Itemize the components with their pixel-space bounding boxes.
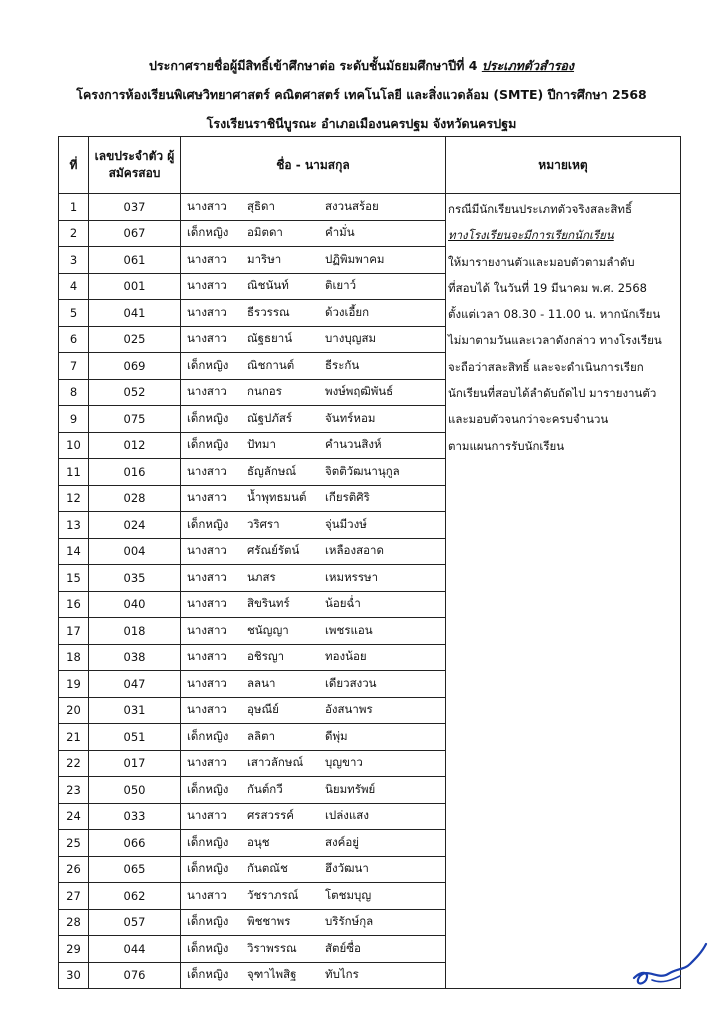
applicant-code: 041 xyxy=(89,300,181,327)
last-name: สงค์อยู่ xyxy=(325,834,359,849)
last-name: เหลืองสอาด xyxy=(325,543,384,558)
name-title: นางสาว xyxy=(187,808,227,823)
table-row xyxy=(59,671,681,698)
last-name: เกียรติศิริ xyxy=(325,490,370,505)
name-title: เด็กหญิง xyxy=(187,225,229,240)
row-number: 17 xyxy=(59,618,89,645)
table-row xyxy=(59,459,681,486)
applicant-name xyxy=(181,750,446,777)
col-header-remark: หมายเหตุ xyxy=(446,137,681,194)
applicant-name xyxy=(181,512,446,539)
remark-line: ไม่มาตามวันและเวลาดังกล่าว ทางโรงเรียน xyxy=(448,333,662,348)
applicant-name xyxy=(181,194,446,221)
row-number: 23 xyxy=(59,777,89,804)
first-name: สิขรินทร์ xyxy=(247,596,290,611)
row-number: 12 xyxy=(59,485,89,512)
first-name: จุฑาไพสิฐ xyxy=(247,967,297,982)
applicant-code: 061 xyxy=(89,247,181,274)
last-name: เดียวสงวน xyxy=(325,675,377,690)
applicant-code: 066 xyxy=(89,830,181,857)
applicant-name xyxy=(181,803,446,830)
remark-text xyxy=(446,196,680,459)
applicant-code: 004 xyxy=(89,538,181,565)
row-number: 13 xyxy=(59,512,89,539)
name-title: นางสาว xyxy=(187,569,227,584)
last-name: จันทร์หอม xyxy=(325,410,376,425)
applicant-code: 016 xyxy=(89,459,181,486)
applicant-name xyxy=(181,565,446,592)
applicant-name xyxy=(181,538,446,565)
name-title: นางสาว xyxy=(187,463,227,478)
col-header-no: ที่ xyxy=(59,137,89,194)
first-name: ณัฐปภัสร์ xyxy=(247,410,293,425)
applicant-name xyxy=(181,485,446,512)
name-title: เด็กหญิง xyxy=(187,861,229,876)
last-name: บริรักษ์กุล xyxy=(325,914,374,929)
remark-line: และมอบตัวจนกว่าจะครบจำนวน xyxy=(448,412,609,427)
table-row xyxy=(59,883,681,910)
remark-line: ตั้งแต่เวลา 08.30 - 11.00 น. หากนักเรียน xyxy=(448,307,661,322)
table-row xyxy=(59,962,681,989)
first-name: ธัญลักษณ์ xyxy=(247,463,297,478)
last-name: สงวนสร้อย xyxy=(325,198,379,213)
first-name: วริศรา xyxy=(247,516,280,531)
name-title: เด็กหญิง xyxy=(187,357,229,372)
name-title: เด็กหญิง xyxy=(187,914,229,929)
row-number: 18 xyxy=(59,644,89,671)
row-number: 29 xyxy=(59,936,89,963)
table-row xyxy=(59,856,681,883)
row-number: 3 xyxy=(59,247,89,274)
table-row xyxy=(59,750,681,777)
remark-cell xyxy=(446,591,681,618)
row-number: 21 xyxy=(59,724,89,751)
name-title: นางสาว xyxy=(187,198,227,213)
row-number: 7 xyxy=(59,353,89,380)
applicant-code: 076 xyxy=(89,962,181,989)
applicant-code: 031 xyxy=(89,697,181,724)
row-number: 25 xyxy=(59,830,89,857)
last-name: พงษ์พฤฒิพันธ์ xyxy=(325,384,394,399)
last-name: ปฏิพิมพาคม xyxy=(325,251,385,266)
remark-cell xyxy=(446,538,681,565)
row-number: 6 xyxy=(59,326,89,353)
remark-line: ทางโรงเรียนจะมีการเรียกนักเรียน xyxy=(448,228,614,243)
remark-line: ตามแผนการรับนักเรียน xyxy=(448,438,565,453)
row-number: 30 xyxy=(59,962,89,989)
last-name: เพชรแอน xyxy=(325,622,373,637)
name-title: เด็กหญิง xyxy=(187,834,229,849)
applicant-code: 047 xyxy=(89,671,181,698)
row-number: 20 xyxy=(59,697,89,724)
first-name: อนุช xyxy=(247,834,270,849)
name-title: นางสาว xyxy=(187,331,227,346)
remark-cell xyxy=(446,644,681,671)
applicant-name xyxy=(181,432,446,459)
applicant-code: 051 xyxy=(89,724,181,751)
applicant-name xyxy=(181,459,446,486)
applicant-name xyxy=(181,247,446,274)
remark-cell xyxy=(446,565,681,592)
applicant-code: 025 xyxy=(89,326,181,353)
applicant-name xyxy=(181,326,446,353)
last-name: เหมหรรษา xyxy=(325,569,379,584)
applicant-name xyxy=(181,618,446,645)
name-title: เด็กหญิง xyxy=(187,940,229,955)
col-header-code: เลขประจำตัว ผู้สมัครสอบ xyxy=(89,137,181,194)
remark-cell xyxy=(446,724,681,751)
last-name: คำนวนสิงห์ xyxy=(325,437,382,452)
remark-cell xyxy=(446,803,681,830)
name-title: นางสาว xyxy=(187,278,227,293)
last-name: ติเยาว์ xyxy=(325,278,357,293)
last-name: ทับไกร xyxy=(325,967,359,982)
row-number: 10 xyxy=(59,432,89,459)
last-name: บุญขาว xyxy=(325,755,363,770)
first-name: นภสร xyxy=(247,569,276,584)
name-title: นางสาว xyxy=(187,490,227,505)
heading-line-3: โรงเรียนราชินีบูรณะ อำเภอเมืองนครปฐม จังหวัดนครปฐม xyxy=(206,116,517,131)
heading-line-1 xyxy=(0,58,723,74)
table-row xyxy=(59,512,681,539)
applicant-name xyxy=(181,591,446,618)
remark-cell xyxy=(446,485,681,512)
applicant-name xyxy=(181,909,446,936)
applicant-name xyxy=(181,830,446,857)
applicant-code: 065 xyxy=(89,856,181,883)
row-number: 5 xyxy=(59,300,89,327)
name-title: นางสาว xyxy=(187,649,227,664)
name-title: เด็กหญิง xyxy=(187,781,229,796)
first-name: กันตณัช xyxy=(247,861,288,876)
applicant-code: 028 xyxy=(89,485,181,512)
first-name: ธีรวรรณ xyxy=(247,304,290,319)
first-name: ปัทมา xyxy=(247,437,276,452)
row-number: 15 xyxy=(59,565,89,592)
first-name: อมิตดา xyxy=(247,225,283,240)
applicant-name xyxy=(181,962,446,989)
signature-mark xyxy=(628,940,708,990)
first-name: พิชชาพร xyxy=(247,914,291,929)
last-name: อังสนาพร xyxy=(325,702,373,717)
remark-line: นักเรียนที่สอบได้ลำดับถัดไป มารายงานตัว xyxy=(448,386,657,401)
table-row xyxy=(59,538,681,565)
applicant-code: 035 xyxy=(89,565,181,592)
last-name: ดีพุ่ม xyxy=(325,728,348,743)
first-name: ณิชกานต์ xyxy=(247,357,295,372)
row-number: 16 xyxy=(59,591,89,618)
first-name: ลลนา xyxy=(247,675,276,690)
table-row xyxy=(59,618,681,645)
first-name: เสาวลักษณ์ xyxy=(247,755,304,770)
row-number: 4 xyxy=(59,273,89,300)
first-name: อชิรญา xyxy=(247,649,285,664)
applicant-name xyxy=(181,353,446,380)
heading-line-2: โครงการห้องเรียนพิเศษวิทยาศาสตร์ คณิตศาสตร์ เทคโนโลยี และสิ่งแวดล้อม (SMTE) ปีการศึกษา 2568 xyxy=(76,87,647,102)
row-number: 22 xyxy=(59,750,89,777)
first-name: สุธิดา xyxy=(247,198,275,213)
table-row xyxy=(59,803,681,830)
remark-cell xyxy=(446,459,681,486)
applicant-code: 038 xyxy=(89,644,181,671)
name-title: นางสาว xyxy=(187,622,227,637)
first-name: ลลิตา xyxy=(247,728,276,743)
remark-cell xyxy=(446,856,681,883)
last-name: ฮึงวัฒนา xyxy=(325,861,369,876)
heading-line-1-text: ประกาศรายชื่อผู้มีสิทธิ์เข้าศึกษาต่อ ระดับชั้นมัธยมศึกษาปีที่ 4 xyxy=(148,58,482,73)
table-row xyxy=(59,724,681,751)
applicant-name xyxy=(181,644,446,671)
applicant-name xyxy=(181,697,446,724)
applicant-code: 067 xyxy=(89,220,181,247)
name-title: เด็กหญิง xyxy=(187,516,229,531)
first-name: วิราพรรณ xyxy=(247,940,297,955)
row-number: 28 xyxy=(59,909,89,936)
applicant-name xyxy=(181,273,446,300)
name-title: เด็กหญิง xyxy=(187,967,229,982)
last-name: นิยมทรัพย์ xyxy=(325,781,376,796)
first-name: อุษณีย์ xyxy=(247,702,279,717)
row-number: 9 xyxy=(59,406,89,433)
remark-line: จะถือว่าสละสิทธิ์ และจะดำเนินการเรียก xyxy=(448,359,644,374)
first-name: ศรัณย์รัตน์ xyxy=(247,543,300,558)
name-title: นางสาว xyxy=(187,384,227,399)
applicant-code: 050 xyxy=(89,777,181,804)
remark-line: ที่สอบได้ ในวันที่ 19 มีนาคม พ.ศ. 2568 xyxy=(448,280,647,295)
remark-cell xyxy=(446,777,681,804)
table-row xyxy=(59,565,681,592)
last-name: คำมั่น xyxy=(325,225,355,240)
remark-cell xyxy=(446,512,681,539)
applicant-name xyxy=(181,777,446,804)
applicant-name xyxy=(181,856,446,883)
first-name: ณัฐธยาน์ xyxy=(247,331,293,346)
last-name: โตชมบุญ xyxy=(325,887,372,902)
table-row xyxy=(59,777,681,804)
row-number: 26 xyxy=(59,856,89,883)
name-title: นางสาว xyxy=(187,543,227,558)
last-name: จุ่นมีวงษ์ xyxy=(325,516,367,531)
remark-cell xyxy=(446,830,681,857)
table-row xyxy=(59,591,681,618)
row-number: 27 xyxy=(59,883,89,910)
applicant-code: 024 xyxy=(89,512,181,539)
applicant-name xyxy=(181,379,446,406)
last-name: ด้วงเอี้ยก xyxy=(325,304,370,319)
table-row xyxy=(59,644,681,671)
table-row xyxy=(59,909,681,936)
name-title: นางสาว xyxy=(187,887,227,902)
applicant-name xyxy=(181,300,446,327)
applicant-code: 017 xyxy=(89,750,181,777)
remark-line: กรณีมีนักเรียนประเภทตัวจริงสละสิทธิ์ xyxy=(448,202,632,216)
row-number: 8 xyxy=(59,379,89,406)
last-name: สัตย์ซื่อ xyxy=(325,940,361,955)
table-row xyxy=(59,936,681,963)
table-row xyxy=(59,697,681,724)
last-name: บางบุญสม xyxy=(325,331,377,346)
table-row xyxy=(59,485,681,512)
applicant-name xyxy=(181,671,446,698)
remark-line: ให้มารายงานตัวและมอบตัวตามลำดับ xyxy=(448,254,635,269)
applicant-code: 062 xyxy=(89,883,181,910)
first-name: ณิชนันท์ xyxy=(247,278,289,293)
remark-cell xyxy=(446,697,681,724)
applicant-code: 044 xyxy=(89,936,181,963)
row-number: 19 xyxy=(59,671,89,698)
remark-cell xyxy=(446,883,681,910)
last-name: ธีระกัน xyxy=(325,357,360,372)
name-title: นางสาว xyxy=(187,755,227,770)
applicant-code: 012 xyxy=(89,432,181,459)
heading-category: ประเภทตัวสำรอง xyxy=(481,58,575,73)
applicant-name xyxy=(181,406,446,433)
applicant-code: 040 xyxy=(89,591,181,618)
last-name: ทองน้อย xyxy=(325,649,367,664)
name-title: เด็กหญิง xyxy=(187,728,229,743)
last-name: จิตติวัฒนานุกูล xyxy=(325,463,400,478)
name-title: นางสาว xyxy=(187,596,227,611)
applicant-code: 037 xyxy=(89,194,181,221)
applicant-code: 033 xyxy=(89,803,181,830)
row-number: 11 xyxy=(59,459,89,486)
table-header-row xyxy=(59,137,681,194)
remark-cell xyxy=(446,750,681,777)
first-name: กันต์กวี xyxy=(247,781,283,796)
remark-cell xyxy=(446,909,681,936)
applicant-code: 052 xyxy=(89,379,181,406)
col-header-name: ชื่อ - นามสกุล xyxy=(181,137,446,194)
applicant-code: 075 xyxy=(89,406,181,433)
first-name: วัชราภรณ์ xyxy=(247,887,299,902)
row-number: 2 xyxy=(59,220,89,247)
first-name: น้ำพุทธมนต์ xyxy=(247,490,307,505)
name-title: นางสาว xyxy=(187,304,227,319)
name-title: นางสาว xyxy=(187,675,227,690)
last-name: เปล่งแสง xyxy=(325,808,369,823)
remark-cell xyxy=(446,671,681,698)
applicant-code: 001 xyxy=(89,273,181,300)
applicant-name xyxy=(181,220,446,247)
table-row xyxy=(59,830,681,857)
name-title: นางสาว xyxy=(187,702,227,717)
first-name: กนกอร xyxy=(247,384,282,399)
name-title: นางสาว xyxy=(187,251,227,266)
last-name: น้อยฉ่ำ xyxy=(325,596,361,611)
name-title: เด็กหญิง xyxy=(187,410,229,425)
applicant-name xyxy=(181,724,446,751)
first-name: มาริษา xyxy=(247,251,282,266)
name-title: เด็กหญิง xyxy=(187,437,229,452)
row-number: 24 xyxy=(59,803,89,830)
first-name: ศรสวรรค์ xyxy=(247,808,294,823)
applicant-code: 018 xyxy=(89,618,181,645)
row-number: 1 xyxy=(59,194,89,221)
applicant-code: 057 xyxy=(89,909,181,936)
applicant-code: 069 xyxy=(89,353,181,380)
row-number: 14 xyxy=(59,538,89,565)
first-name: ชนัญญา xyxy=(247,622,289,637)
applicant-name xyxy=(181,883,446,910)
remark-cell xyxy=(446,618,681,645)
applicant-name xyxy=(181,936,446,963)
